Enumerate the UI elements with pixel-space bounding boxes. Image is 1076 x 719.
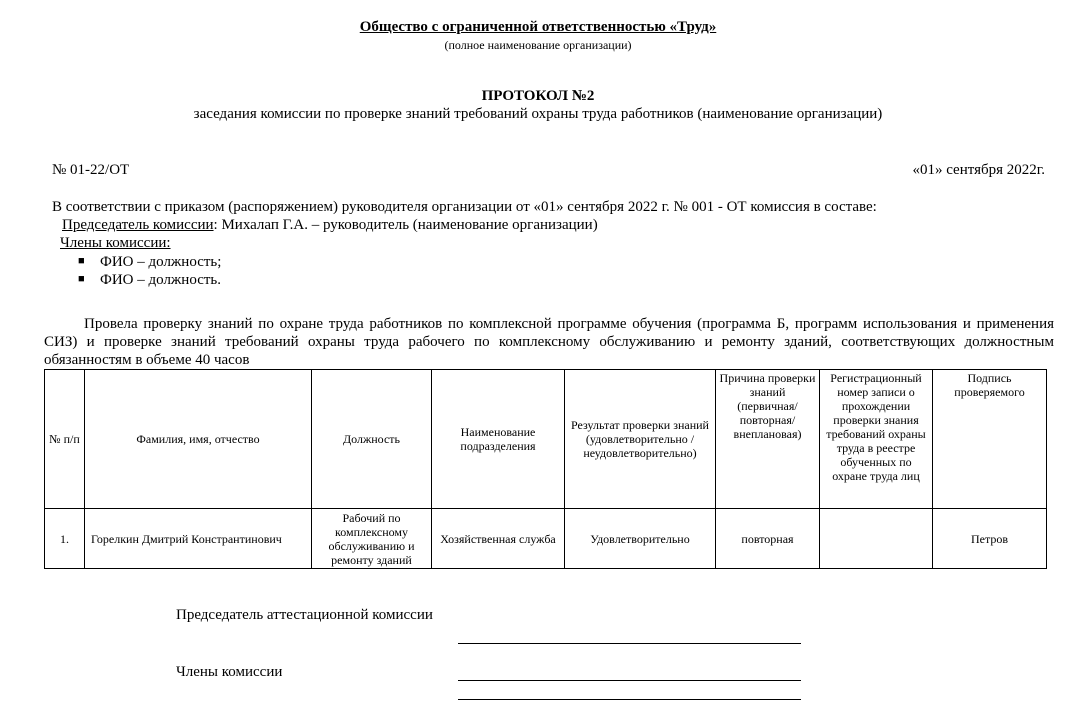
cell-num: 1. [45,509,85,569]
header-reg-number: Регистрационный номер записи о прохождении проверки знания требований охраны труда в реестре обученных по охране труда лиц [820,370,933,509]
members-title: Члены комиссии: [60,235,171,251]
signature-members-label: Члены комиссии [176,664,283,680]
protocol-subtitle: заседания комиссии по проверке знаний требований охраны труда работников (наименование организации) [193,106,883,122]
header-fio: Фамилия, имя, отчество [85,370,312,509]
organization-name: Общество с ограниченной ответственностью «Труд» [359,19,717,35]
header-result: Результат проверки знаний (удовлетворительно / неудовлетворительно) [565,370,716,509]
signature-line [458,680,801,681]
member-item [78,254,221,271]
results-table [44,369,1047,569]
signature-line [458,643,801,644]
header-signature: Подпись проверяемого [933,370,1047,509]
cell-fio: Горелкин Дмитрий Констрантинович [85,509,312,569]
header-department: Наименование подразделения [432,370,565,509]
header-num: № п/п [45,370,85,509]
cell-reg-number [820,509,933,569]
member-text: ФИО – должность. [100,272,222,288]
signature-line [458,699,801,700]
protocol-title: ПРОТОКОЛ №2 [481,88,595,104]
protocol-date: «01» сентября 2022г. [912,162,1045,178]
member-text: ФИО – должность; [100,254,222,270]
cell-signature: Петров [933,509,1047,569]
bullet-icon: ■ [78,255,85,267]
chair-label: Председатель комиссии [62,217,214,233]
cell-reason: повторная [716,509,820,569]
body-paragraph: Провела проверку знаний по охране труда работников по комплексной программе обучения (программа Б, программ использования и применения СИЗ) и проверке знаний требований охраны труда рабочего по комплексному обслуживанию и ремонту зданий, соответствующих должностным обязанностям в объеме 40 часов [44,316,1054,368]
header-position: Должность [312,370,432,509]
signature-chair-label: Председатель аттестационной комиссии [176,607,433,623]
protocol-number: № 01-22/ОТ [52,162,130,178]
commission-chair [62,217,598,234]
commission-intro: В соответствии с приказом (распоряжением) руководителя организации от «01» сентября 2022 г. № 001 - ОТ комиссия в составе: [52,199,877,215]
organization-caption: (полное наименование организации) [444,38,632,52]
table-row [45,509,1047,569]
chair-value: : Михалап Г.А. – руководитель (наименование организации) [213,217,598,233]
bullet-icon: ■ [78,273,85,285]
header-reason: Причина проверки знаний (первичная/ повторная/ внеплановая) [716,370,820,509]
table-header-row [45,370,1047,509]
cell-result: Удовлетворительно [565,509,716,569]
cell-department: Хозяйственная служба [432,509,565,569]
member-item [78,272,221,289]
cell-position: Рабочий по комплексному обслуживанию и ремонту зданий [312,509,432,569]
